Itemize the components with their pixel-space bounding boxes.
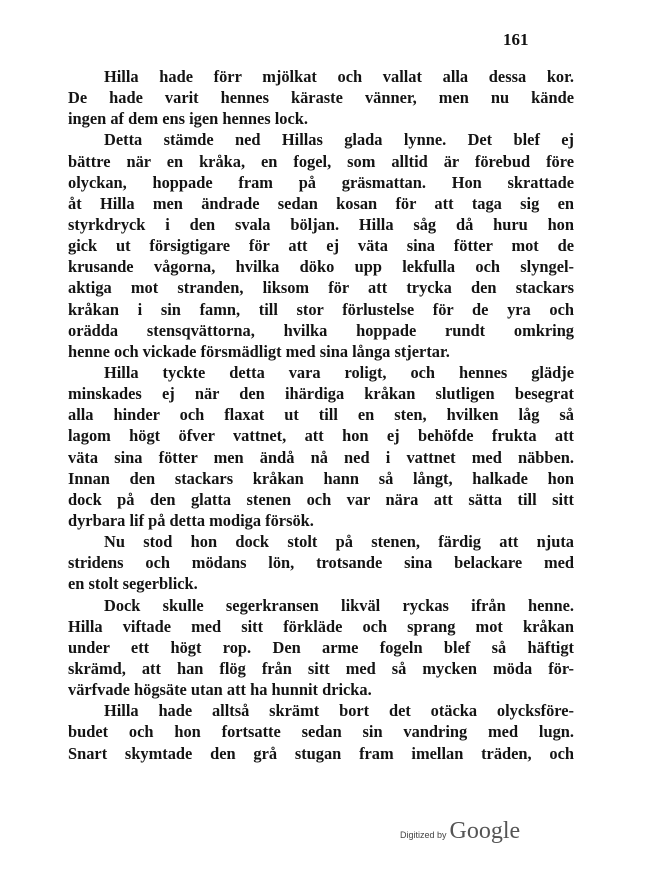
text-line: värfvade högsäte utan att ha hunnit dricka. bbox=[68, 680, 372, 700]
text-line: Innan den stackars kråkan hann så långt, halkade hon bbox=[68, 468, 574, 488]
text-line: skrämd, att han flög från sitt med så mycken möda för- bbox=[68, 658, 574, 678]
text-line: Hilla hade alltså skrämt bort det otäcka olycksföre- bbox=[104, 701, 574, 721]
text-line: henne och vickade försmädligt med sina långa stjertar. bbox=[68, 341, 450, 361]
text-line: dock på den glatta stenen och var nära att sätta till sitt bbox=[68, 489, 574, 509]
text-line: lagom högt öfver vattnet, att hon ej behöfde frukta att bbox=[68, 426, 574, 446]
text-line: åt Hilla men ändrade sedan kosan för att taga sig en bbox=[68, 193, 574, 213]
text-line: Nu stod hon dock stolt på stenen, färdig att njuta bbox=[104, 532, 574, 552]
google-logo: Google bbox=[449, 818, 521, 844]
body-text bbox=[68, 66, 574, 764]
text-line: under ett högt rop. Den arme fogeln blef så häftigt bbox=[68, 637, 574, 657]
text-line: en stolt segerblick. bbox=[68, 574, 198, 594]
text-line: Hilla tyckte detta vara roligt, och hennes glädje bbox=[104, 362, 574, 382]
text-line: Snart skymtade den grå stugan fram imellan träden, och bbox=[68, 743, 574, 763]
text-line: Dock skulle segerkransen likväl ryckas ifrån henne. bbox=[104, 595, 574, 615]
text-line: De hade varit hennes käraste vänner, men nu kände bbox=[68, 88, 574, 108]
text-line: styrkdryck i den svala böljan. Hilla såg då huru hon bbox=[68, 214, 574, 234]
text-line: Detta stämde ned Hillas glada lynne. Det blef ej bbox=[104, 130, 574, 150]
text-line: bättre när en kråka, en fogel, som alltid är förebud före bbox=[68, 151, 574, 171]
text-line: olyckan, hoppade fram på gräsmattan. Hon skrattade bbox=[68, 172, 574, 192]
text-line: stridens och mödans lön, trotsande sina belackare med bbox=[68, 553, 574, 573]
text-line: väta sina fötter men ändå nå ned i vattnet med näbben. bbox=[68, 447, 574, 467]
text-line: alla hinder och flaxat ut till en sten, hvilken låg så bbox=[68, 405, 574, 425]
text-line: ingen af dem ens igen hennes lock. bbox=[68, 109, 308, 129]
text-line: kråkan i sin famn, till stor förlustelse för de yra och bbox=[68, 299, 574, 319]
text-line: budet och hon fortsatte sedan sin vandring med lugn. bbox=[68, 722, 574, 742]
watermark-prefix: Digitized by bbox=[400, 830, 447, 840]
text-line: gick ut försigtigare för att ej väta sina fötter mot de bbox=[68, 236, 574, 256]
text-line: krusande vågorna, hvilka döko upp lekfulla och slyngel- bbox=[68, 257, 574, 277]
text-line: minskades ej när den ihärdiga kråkan slutligen besegrat bbox=[68, 384, 574, 404]
page-number: 161 bbox=[503, 30, 529, 49]
text-line: orädda stensqvättorna, hvilka hoppade rundt omkring bbox=[68, 320, 574, 340]
text-line: Hilla viftade med sitt förkläde och sprang mot kråkan bbox=[68, 616, 574, 636]
text-line: aktiga mot stranden, liksom för att trycka den stackars bbox=[68, 278, 574, 298]
text-line: dyrbara lif på detta modiga försök. bbox=[68, 510, 314, 530]
text-line: Hilla hade förr mjölkat och vallat alla dessa kor. bbox=[104, 67, 574, 86]
digitized-by-google-watermark bbox=[400, 818, 520, 845]
